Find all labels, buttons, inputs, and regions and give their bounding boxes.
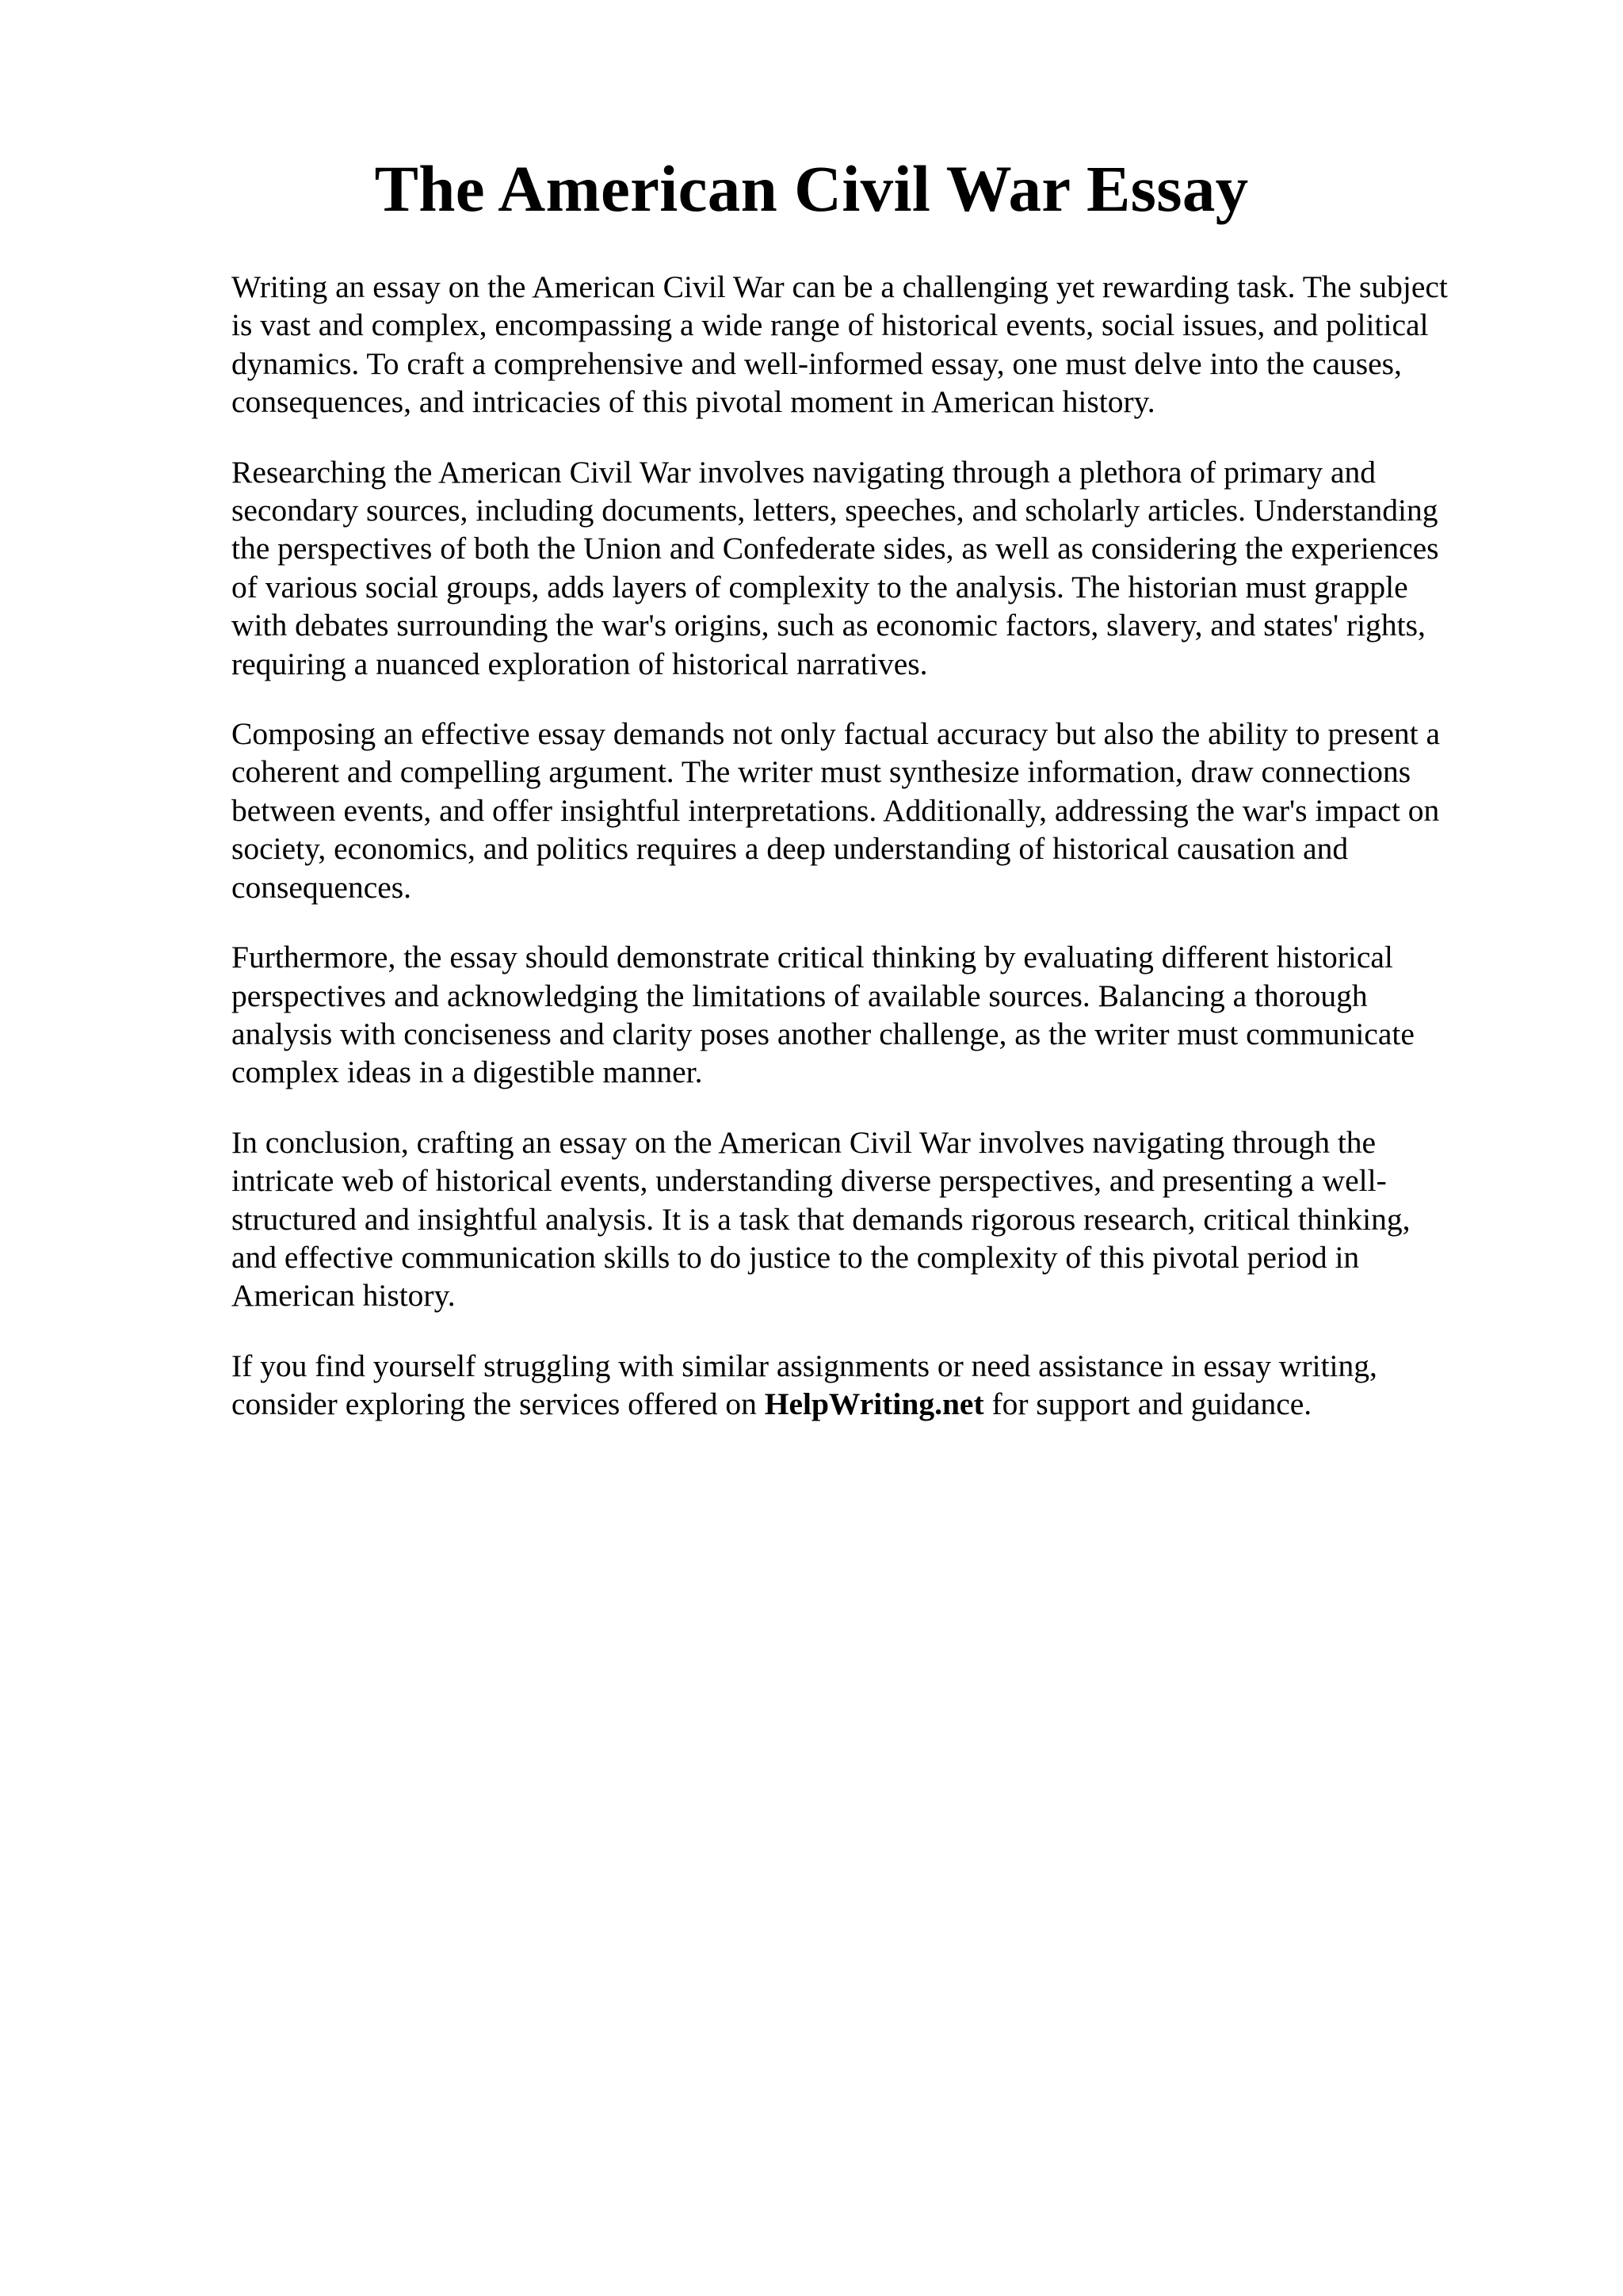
paragraph-3 <box>231 715 1515 906</box>
paragraph-line: analysis with conciseness and clarity poses another challenge, as the writer must communicate <box>231 1016 1415 1051</box>
paragraph-line: and effective communication skills to do justice to the complexity of this pivotal period in <box>231 1239 1360 1275</box>
paragraph-line: Furthermore, the essay should demonstrate critical thinking by evaluating different historical <box>231 940 1393 975</box>
paragraph-line: between events, and offer insightful interpretations. Additionally, addressing the war's impact on <box>231 792 1440 828</box>
paragraph-5 <box>231 1123 1515 1315</box>
paragraph-line: Researching the American Civil War involves navigating through a plethora of primary and <box>231 454 1377 490</box>
paragraph-1 <box>231 268 1515 421</box>
paragraph-line: intricate web of historical events, understanding diverse perspectives, and presenting a well- <box>231 1163 1387 1199</box>
paragraph-line: is vast and complex, encompassing a wide range of historical events, social issues, and political <box>231 307 1429 343</box>
paragraph-line: coherent and compelling argument. The writer must synthesize information, draw connections <box>231 754 1411 790</box>
closing-line <box>231 1385 1515 1423</box>
closing-paragraph <box>231 1347 1515 1424</box>
paragraph-line: perspectives and acknowledging the limitations of available sources. Balancing a thorough <box>231 978 1368 1013</box>
closing-text-after: for support and guidance. <box>983 1386 1312 1422</box>
paragraph-line: structured and insightful analysis. It is a task that demands rigorous research, critical thinking, <box>231 1201 1411 1237</box>
paragraph-line: society, economics, and politics requires a deep understanding of historical causation and <box>231 831 1349 867</box>
paragraph-4 <box>231 938 1515 1092</box>
paragraph-line: consequences, and intricacies of this pivotal moment in American history. <box>231 384 1155 420</box>
paragraph-line: of various social groups, adds layers of complexity to the analysis. The historian must grapple <box>231 569 1408 605</box>
document-title: The American Civil War Essay <box>374 152 1249 225</box>
paragraph-line: requiring a nuanced exploration of historical narratives. <box>231 646 928 681</box>
paragraph-line: If you find yourself struggling with similar assignments or need assistance in essay writing, <box>231 1348 1377 1383</box>
paragraph-line: consequences. <box>231 869 412 905</box>
paragraph-line: complex ideas in a digestible manner. <box>231 1055 703 1090</box>
paragraph-line: the perspectives of both the Union and Confederate sides, as well as considering the experiences <box>231 531 1439 566</box>
document-body <box>231 268 1515 1455</box>
paragraph-line: In conclusion, crafting an essay on the American Civil War involves navigating through the <box>231 1124 1377 1160</box>
paragraph-line: Composing an effective essay demands not only factual accuracy but also the ability to present a <box>231 716 1441 752</box>
helpwriting-brand-link[interactable]: HelpWriting.net <box>764 1386 984 1422</box>
paragraph-line: with debates surrounding the war's origins, such as economic factors, slavery, and states' rights, <box>231 608 1426 643</box>
paragraph-line: dynamics. To craft a comprehensive and well-informed essay, one must delve into the causes, <box>231 345 1402 381</box>
closing-text-before: consider exploring the services offered on <box>231 1386 765 1422</box>
paragraph-2 <box>231 453 1515 683</box>
paragraph-line: American history. <box>231 1278 456 1314</box>
paragraph-line: Writing an essay on the American Civil War can be a challenging yet rewarding task. The subject <box>231 269 1448 304</box>
paragraph-line: secondary sources, including documents, letters, speeches, and scholarly articles. Understanding <box>231 493 1438 528</box>
